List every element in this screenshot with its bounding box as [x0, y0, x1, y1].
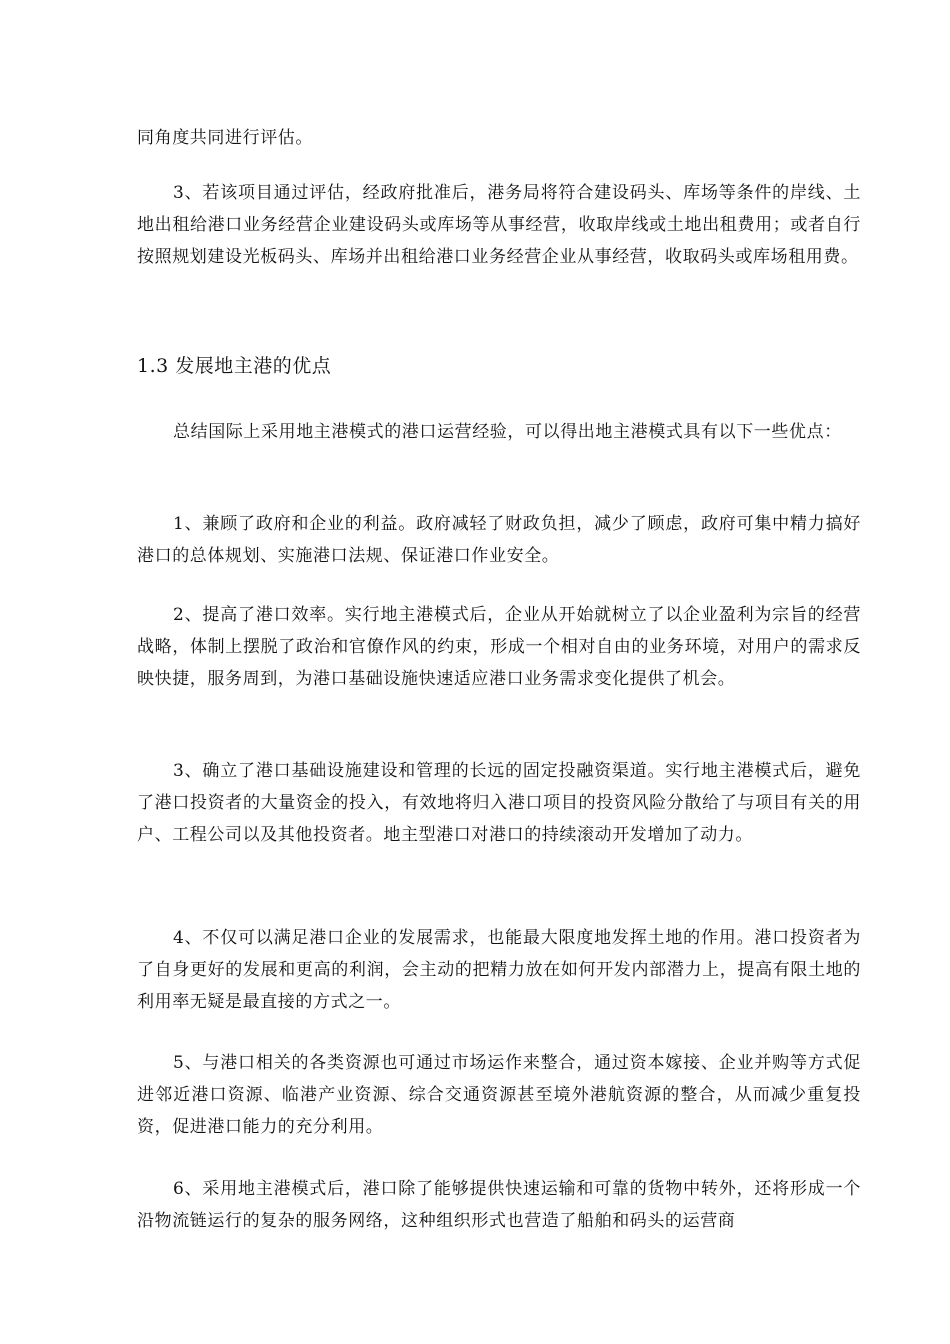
paragraph-advantage-1: 1、兼顾了政府和企业的利益。政府减轻了财政负担，减少了顾虑，政府可集中精力搞好港口的总体规划、实施港口法规、保证港口作业安全。 [137, 514, 861, 566]
paragraph-advantage-5: 5、与港口相关的各类资源也可通过市场运作来整合，通过资本嫁接、企业并购等方式促进邻近港口资源、临港产业资源、综合交通资源甚至境外港航资源的整合，从而减少重复投资，促进港口能力的充分利用。 [137, 1053, 861, 1137]
paragraph-summary: 总结国际上采用地主港模式的港口运营经验，可以得出地主港模式具有以下一些优点： [173, 422, 842, 442]
paragraph-advantage-2: 2、提高了港口效率。实行地主港模式后，企业从开始就树立了以企业盈利为宗旨的经营战略，体制上摆脱了政治和官僚作风的约束，形成一个相对自由的业务环境，对用户的需求反映快捷，服务周到，为港口基础设施快速适应港口业务需求变化提供了机会。 [137, 605, 861, 689]
paragraph-continuation: 同角度共同进行评估。 [137, 128, 313, 148]
paragraph-item-3-approval: 3、若该项目通过评估，经政府批准后，港务局将符合建设码头、库场等条件的岸线、土地出租给港口业务经营企业建设码头或库场等从事经营，收取岸线或土地出租费用；或者自行按照规划建设光板码头、库场并出租给港口业务经营企业从事经营，收取码头或库场租用费。 [137, 183, 861, 267]
paragraph-advantage-4: 4、不仅可以满足港口企业的发展需求，也能最大限度地发挥土地的作用。港口投资者为了自身更好的发展和更高的利润，会主动的把精力放在如何开发内部潜力上，提高有限土地的利用率无疑是最直接的方式之一。 [137, 928, 861, 1012]
paragraph-advantage-6: 6、采用地主港模式后，港口除了能够提供快速运输和可靠的货物中转外，还将形成一个沿物流链运行的复杂的服务网络，这种组织形式也营造了船舶和码头的运营商 [137, 1179, 861, 1231]
paragraph-advantage-3: 3、确立了港口基础设施建设和管理的长远的固定投融资渠道。实行地主港模式后，避免了港口投资者的大量资金的投入，有效地将归入港口项目的投资风险分散给了与项目有关的用户、工程公司以及其他投资者。地主型港口对港口的持续滚动开发增加了动力。 [137, 761, 861, 845]
section-heading: 1.3 发展地主港的优点 [137, 355, 332, 377]
